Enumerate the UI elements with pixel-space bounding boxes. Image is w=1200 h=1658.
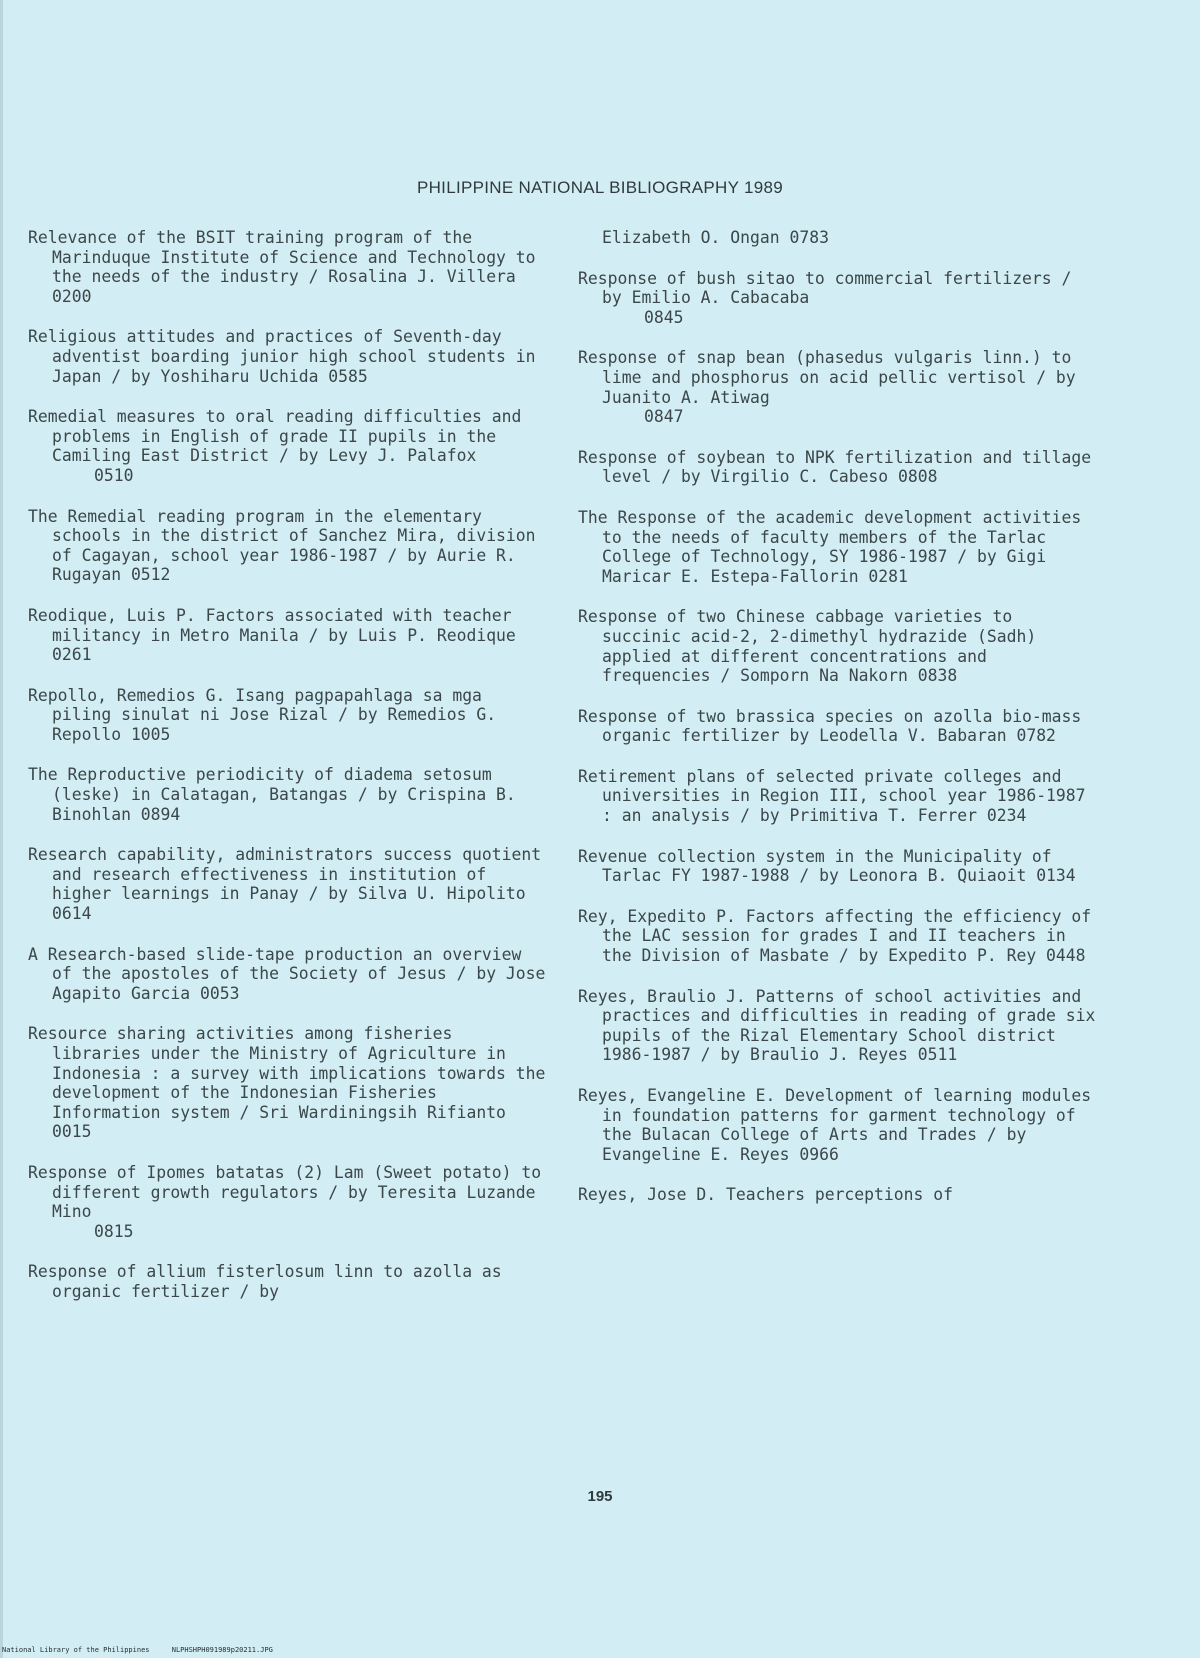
- bibliography-entry: Religious attitudes and practices of Seventh-day adventist boarding junior high school students in Japan / by Yoshiharu Uchida 0585: [28, 327, 536, 386]
- entry-continuation: Elizabeth O. Ongan 0783: [602, 228, 829, 247]
- bibliography-entry: Response of soybean to NPK fertilization and tillage level / by Virgilio C. Cabeso 0808: [578, 447, 1092, 487]
- bibliography-entry: Response of allium fisterlosum linn to azolla as organic fertilizer / by: [28, 1262, 502, 1301]
- page-edge: [0, 0, 3, 1658]
- accession-number: 0510: [94, 465, 134, 485]
- bibliography-entry: Response of two brassica species on azolla bio-mass organic fertilizer by Leodella V. Babaran 0782: [578, 706, 1082, 746]
- footer-file: NLPHSHPH091989p20211.JPG: [171, 1646, 273, 1654]
- bibliography-entry: A Research-based slide-tape production an overview of the apostoles of the Society of Jesus / by Jose Agapito Garcia 0053: [28, 944, 546, 1003]
- bibliography-entry: Response of Ipomes batatas (2) Lam (Sweet potato) to different growth regulators / by Teresita Luzande Mino 0815: [28, 1163, 548, 1241]
- bibliography-entry: Repollo, Remedios G. Isang pagpapahlaga sa mga piling sinulat ni Jose Rizal / by Remedios G. Repollo 1005: [28, 685, 497, 744]
- footer-library: National Library of the Philippines: [2, 1646, 150, 1654]
- bibliography-entry: Research capability, administrators success quotient and research effectiveness in institution of higher learnings in Panay / by Silva U. Hipolito 0614: [28, 845, 542, 924]
- accession-number: 0845: [644, 307, 684, 327]
- scan-footer: [2, 1646, 291, 1654]
- bibliography-entry: Reyes, Jose D. Teachers perceptions of: [578, 1185, 953, 1205]
- bibliography-entry: Relevance of the BSIT training program of the Marinduque Institute of Science and Technology to the needs of the industry / Rosalina J. Villera 0200: [28, 228, 536, 306]
- accession-number: 0847: [644, 407, 684, 427]
- bibliography-entry: Reyes, Evangeline E. Development of learning modules in foundation patterns for garment technology of the Bulacan College of Arts and Trades / by Evangeline E. Reyes 0966: [578, 1086, 1092, 1164]
- bibliography-entry: The Response of the academic development activities to the needs of faculty members of the Tarlac College of Technology, SY 1986-1987 / by Gigi Maricar E. Estepa-Fallorin 0281: [578, 507, 1082, 586]
- bibliography-entry: Response of bush sitao to commercial fertilizers / by Emilio A. Cabacaba 0845: [578, 269, 1098, 328]
- bibliography-entry: Reodique, Luis P. Factors associated with teacher militancy in Metro Manila / by Luis P. Reodique 0261: [28, 605, 516, 665]
- bibliography-entry: Retirement plans of selected private colleges and universities in Region III, school year 1986-1987 : an analysis / by Primitiva T. Ferrer 0234: [578, 766, 1086, 826]
- page-number: 195: [587, 1488, 613, 1505]
- bibliography-entry: The Reproductive periodicity of diadema setosum (leske) in Calatagan, Batangas / by Crispina B. Binohlan 0894: [28, 765, 516, 824]
- bibliography-entry: Remedial measures to oral reading difficulties and problems in English of grade II pupils in the Camiling East District / by Levy J. Palafox 0510: [28, 407, 548, 485]
- bibliography-entry: Response of two Chinese cabbage varieties to succinic acid-2, 2-dimethyl hydrazide (Sadh) applied at different concentrations and frequencies / Somporn Na Nakorn 0838: [578, 607, 1037, 686]
- bibliography-entry: Revenue collection system in the Municipality of Tarlac FY 1987-1988 / by Leonora B. Quiaoit 0134: [578, 846, 1076, 886]
- page-title: PHILIPPINE NATIONAL BIBLIOGRAPHY 1989: [416, 178, 784, 197]
- right-column: [578, 228, 1098, 1226]
- bibliography-entry: The Remedial reading program in the elementary schools in the district of Sanchez Mira, division of Cagayan, school year 1986-1987 / by Aurie R. Rugayan 0512: [28, 506, 536, 585]
- bibliography-entry: Response of snap bean (phasedus vulgaris linn.) to lime and phosphorus on acid pellic vertisol / by Juanito A. Atiwag 0847: [578, 348, 1098, 426]
- accession-number: 0815: [94, 1221, 134, 1241]
- bibliography-entry: Resource sharing activities among fisheries libraries under the Ministry of Agriculture in Indonesia : a survey with implications towards the development of the Indonesian Fisheries Information system / Sri Wardiningsih Rifianto 0015: [28, 1024, 546, 1142]
- left-column: [28, 228, 548, 1323]
- bibliography-entry: Reyes, Braulio J. Patterns of school activities and practices and difficulties in reading of grade six pupils of the Rizal Elementary School district 1986-1987 / by Braulio J. Reyes 0511: [578, 986, 1096, 1065]
- bibliography-entry: Rey, Expedito P. Factors affecting the efficiency of the LAC session for grades I and II teachers in the Division of Masbate / by Expedito P. Rey 0448: [578, 906, 1092, 966]
